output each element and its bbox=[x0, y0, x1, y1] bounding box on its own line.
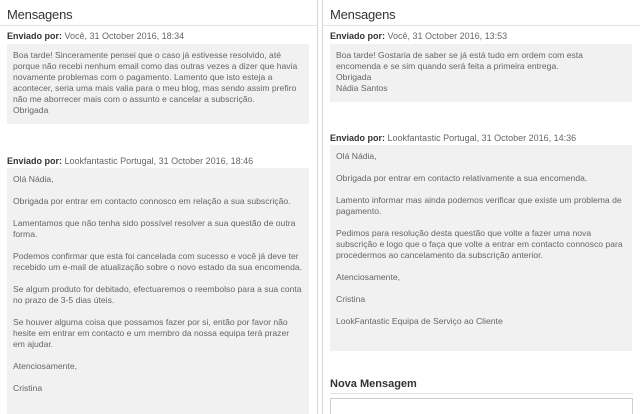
message-paragraph: Olá Nádia, bbox=[13, 174, 54, 184]
message-text: Boa tarde! Sinceramente pensei que o caso já estivesse resolvido, até porque não recebi nenhum email como das outras vezes a dizer que havia novamente problemas com o pagamento. Lamento que isto esteja a acontecer, seria uma mais valia para o meu blog, mas sendo assim prefiro não me aborrecer mais com o assunto e cancelar a subscrição. bbox=[13, 50, 298, 104]
panel-title: Mensagens bbox=[330, 7, 396, 22]
message-paragraph: Se algum produto for debitado, efectuaremos o reembolso para a sua conta no prazo de 3-5 dias úteis. bbox=[13, 284, 302, 305]
message-meta bbox=[330, 31, 507, 41]
message-meta bbox=[7, 156, 253, 166]
message-paragraph: Atenciosamente, bbox=[336, 272, 401, 282]
sender-info: Você, 31 October 2016, 18:34 bbox=[64, 31, 185, 41]
message-paragraph: Olá Nádia, bbox=[336, 151, 377, 161]
message-paragraph: Atenciosamente, bbox=[13, 361, 78, 371]
sender-label: Enviado por: bbox=[330, 133, 386, 143]
sender-label: Enviado por: bbox=[7, 31, 63, 41]
message-paragraph: Cristina bbox=[13, 383, 43, 393]
title-divider bbox=[323, 25, 640, 26]
panel-title: Mensagens bbox=[7, 7, 73, 22]
message-paragraph: Lamento informar mas ainda podemos verificar que existe um problema de pagamento. bbox=[336, 195, 622, 216]
message-paragraph: Podemos confirmar que esta foi cancelada com sucesso e você já deve ter recebido um e-mail de atualização sobre o novo estado da sua encomenda. bbox=[13, 251, 303, 272]
sender-label: Enviado por: bbox=[7, 156, 63, 166]
message-paragraph: LookFantastic Equipa de Serviço ao Cliente bbox=[336, 316, 503, 326]
message-paragraph: Obrigada por entrar em contacto connosco em relação a sua subscrição. bbox=[13, 196, 291, 206]
message-text: Obrigada bbox=[13, 105, 49, 115]
sender-info: Você, 31 October 2016, 13:53 bbox=[387, 31, 508, 41]
message-paragraph: Se houver alguma coisa que possamos fazer por si, então por favor não hesite em entrar em contacto e um membro da nossa equipa terá prazer em ajudar. bbox=[13, 317, 290, 349]
title-divider bbox=[0, 25, 317, 26]
message-paragraph: Lamentamos que não tenha sido possível resolver a sua questão de outra forma. bbox=[13, 218, 296, 239]
sender-info: Lookfantastic Portugal, 31 October 2016, 18:46 bbox=[64, 156, 254, 166]
message-text: Obrigada bbox=[336, 72, 372, 82]
message-paragraph: Obrigada por entrar em contacto relativamente a sua encomenda. bbox=[336, 173, 588, 183]
left-messages-panel bbox=[0, 0, 318, 414]
new-message-divider bbox=[330, 393, 633, 394]
message-bubble bbox=[330, 145, 632, 351]
message-paragraph: Pedimos para resolução desta questão que volte a fazer uma nova subscrição e logo que o faça que volte a entrar em contacto connosco para procedermos ao cancelamento da subscrição anterior. bbox=[336, 228, 623, 260]
message-text: Boa tarde! Gostaria de saber se já está tudo em ordem com esta encomenda e se sim quando será feita a primeira entrega. bbox=[336, 50, 583, 71]
message-text: Nádia Santos bbox=[336, 83, 388, 93]
message-meta bbox=[7, 31, 184, 41]
message-bubble bbox=[7, 168, 309, 414]
message-bubble bbox=[7, 44, 309, 124]
right-messages-panel bbox=[322, 0, 640, 414]
message-bubble bbox=[330, 44, 632, 102]
message-meta bbox=[330, 133, 576, 143]
new-message-title: Nova Mensagem bbox=[330, 378, 417, 390]
message-paragraph: Cristina bbox=[336, 294, 366, 304]
new-message-input[interactable] bbox=[330, 398, 633, 414]
sender-info: Lookfantastic Portugal, 31 October 2016, 14:36 bbox=[387, 133, 577, 143]
sender-label: Enviado por: bbox=[330, 31, 386, 41]
